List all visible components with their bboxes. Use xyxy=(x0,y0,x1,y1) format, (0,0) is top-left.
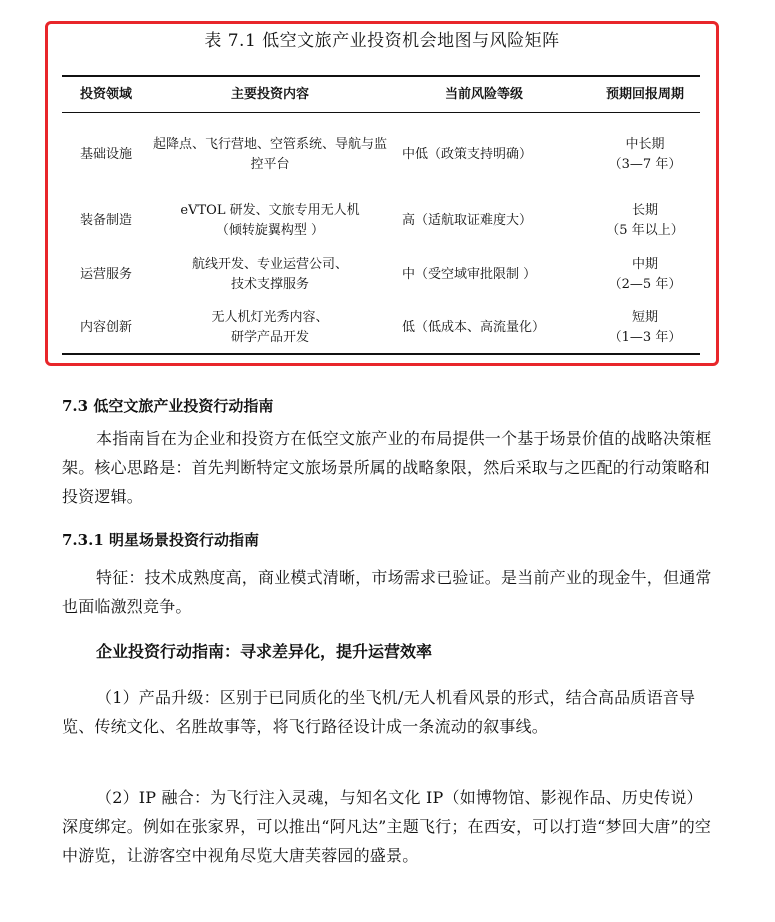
table-cell-field: 运营服务 xyxy=(79,267,132,282)
list-item: （1）产品升级：区别于已同质化的坐飞机/无人机看风景的形式，结合高品质语音导览、传统文化、名胜故事等，将飞行路径设计成一条流动的叙事线。 xyxy=(62,688,696,736)
table-header-content: 主要投资内容 xyxy=(230,87,309,102)
table-cell-content: eVTOL 研发、文旅专用无人机 （倾转旋翼构型 ） xyxy=(180,203,360,238)
list-item: （2）IP 融合：为飞行注入灵魂，与知名文化 IP（如博物馆、影视作品、历史传说）深度绑定。例如在张家界，可以推出“阿凡达”主题飞行；在西安，可以打造“梦回大唐”的空中游览，让游客空中视角尽览大唐芙蓉园的盛景。 xyxy=(62,788,712,865)
table-cell-field: 基础设施 xyxy=(79,147,132,162)
table-cell-risk: 中低（政策支持明确） xyxy=(402,147,533,162)
table-cell-risk: 中（受空域审批限制 ） xyxy=(402,267,537,282)
table-cell-period: 中期 （2—5 年） xyxy=(608,257,682,292)
sub-heading: 企业投资行动指南：寻求差异化，提升运营效率 xyxy=(96,642,433,661)
section-heading: 7.3 低空文旅产业投资行动指南 xyxy=(62,397,274,415)
table-cell-period: 短期 （1—3 年） xyxy=(608,310,682,345)
table-caption: 表 7.1 低空文旅产业投资机会地图与风险矩阵 xyxy=(204,31,560,51)
table-cell-risk: 低（低成本、高流量化） xyxy=(402,320,546,335)
table-header-field: 投资领域 xyxy=(79,87,132,102)
table-cell-field: 装备制造 xyxy=(79,213,132,228)
table-header-rule xyxy=(62,112,700,113)
table-cell-field: 内容创新 xyxy=(79,320,132,335)
table-cell-content: 起降点、飞行营地、空管系统、导航与监控平台 xyxy=(152,137,387,172)
table-top-rule xyxy=(62,75,700,77)
table-cell-content: 无人机灯光秀内容、 研学产品开发 xyxy=(211,310,329,345)
table-cell-content: 航线开发、专业运营公司、 技术支撑服务 xyxy=(191,257,348,292)
section-heading: 7.3.1 明星场景投资行动指南 xyxy=(62,531,259,549)
table-cell-period: 中长期 （3—7 年） xyxy=(608,137,682,172)
table-cell-period: 长期 （5 年以上） xyxy=(606,203,684,238)
paragraph: 特征：技术成熟度高，商业模式清晰，市场需求已验证。是当前产业的现金牛，但通常也面临激烈竞争。 xyxy=(62,568,712,616)
table-cell-risk: 高（适航取证难度大） xyxy=(402,213,533,228)
table-header-period: 预期回报周期 xyxy=(605,87,684,102)
paragraph: 本指南旨在为企业和投资方在低空文旅产业的布局提供一个基于场景价值的战略决策框架。核心思路是：首先判断特定文旅场景所属的战略象限，然后采取与之匹配的行动策略和投资逻辑。 xyxy=(62,429,712,506)
table-bottom-rule xyxy=(62,353,700,355)
table-header-risk: 当前风险等级 xyxy=(444,87,523,102)
